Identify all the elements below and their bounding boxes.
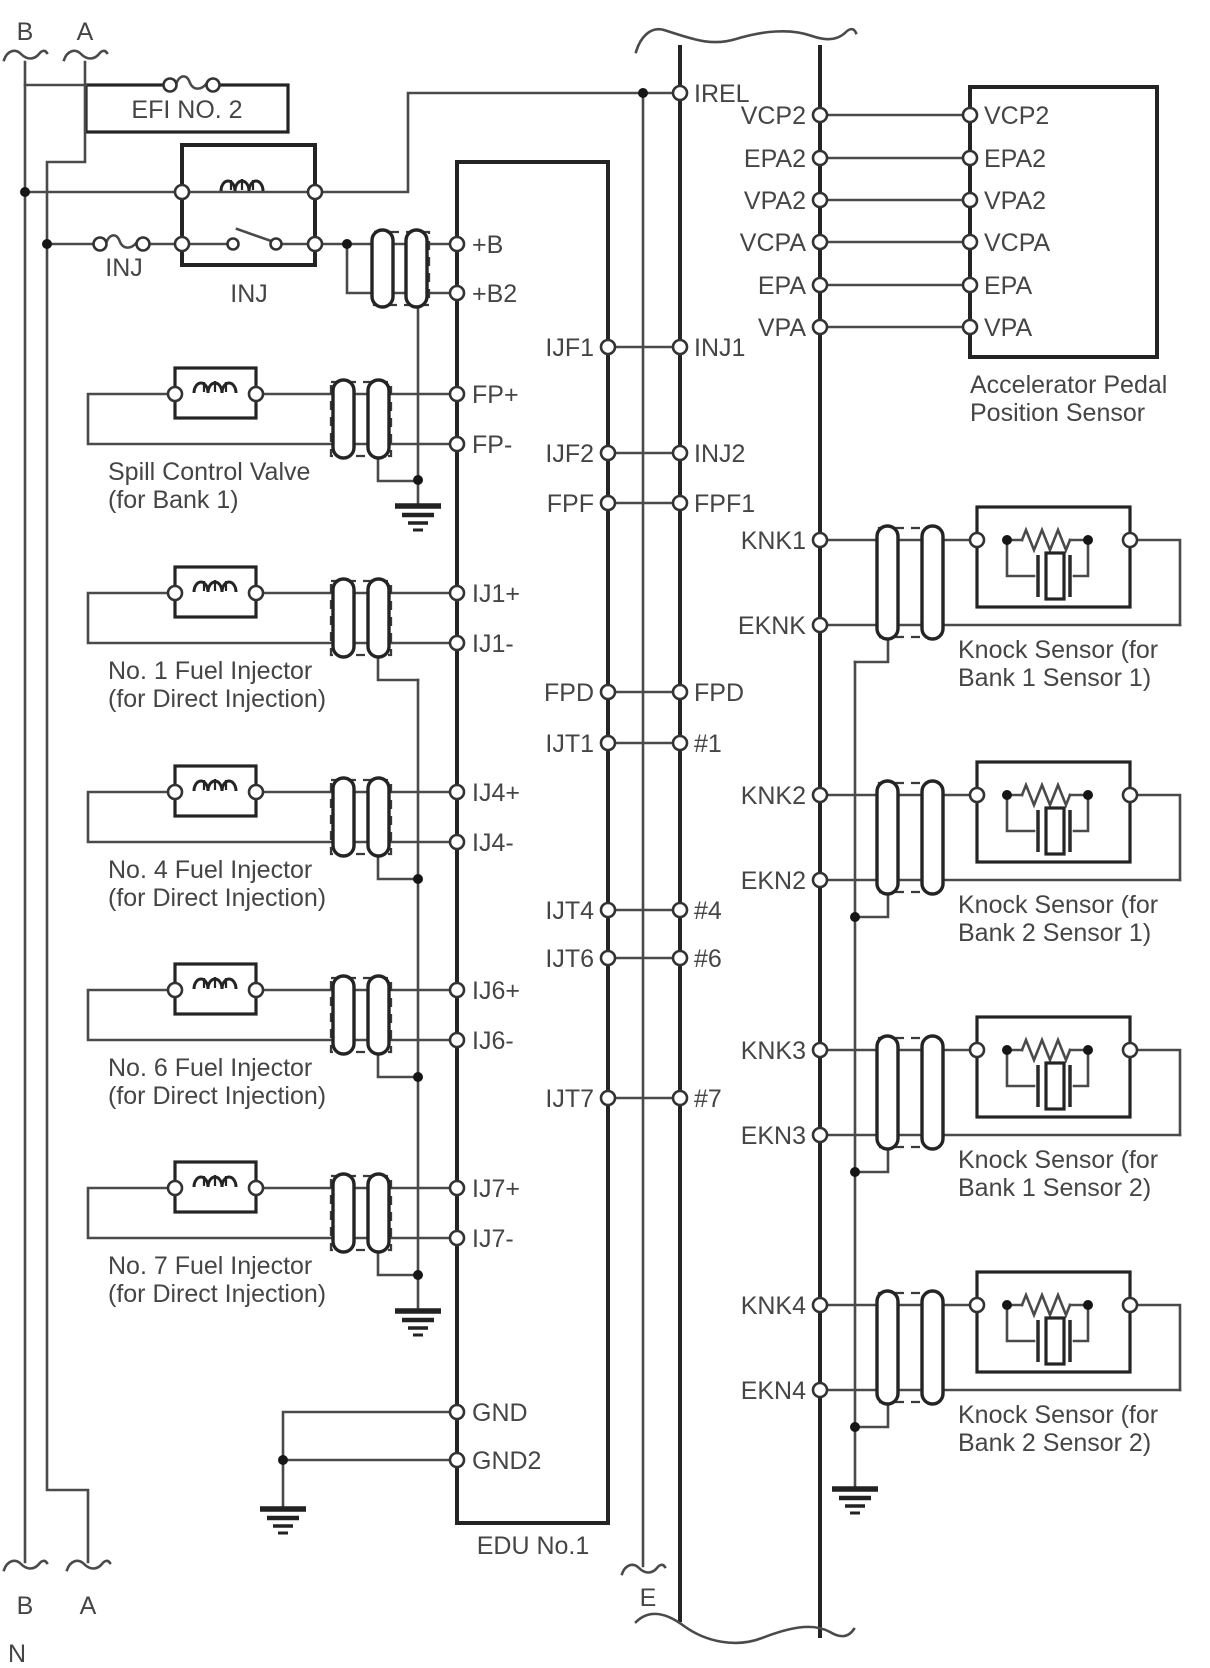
- ecm-pin-label: VCP2: [740, 102, 806, 130]
- ecm-pin-label: EPA2: [743, 145, 806, 173]
- ground-upper: [395, 506, 441, 530]
- edu-pin-label: IJT1: [545, 730, 594, 758]
- ecm-pin-label: VPA: [757, 314, 806, 342]
- app-pin-label: VPA: [984, 314, 1033, 342]
- knock-caption: Knock Sensor (for: [958, 1146, 1159, 1174]
- efi-fuse-label: EFI NO. 2: [131, 96, 243, 124]
- ecm-pin-label: KNK2: [740, 782, 806, 810]
- load-caption: (for Direct Injection): [108, 884, 327, 912]
- edu-pin-label: IJ1-: [472, 630, 514, 658]
- ecm-pin-label: INJ2: [694, 440, 746, 468]
- load-caption: (for Direct Injection): [108, 685, 327, 713]
- edu-pin-label: IJ4+: [472, 779, 520, 807]
- edu-pin-label: IJ6+: [472, 977, 520, 1005]
- ecm-pin-label: KNK4: [740, 1292, 806, 1320]
- rail-label-b-top: B: [16, 18, 34, 46]
- edu-name-label: EDU No.1: [476, 1532, 590, 1560]
- ground-injector-shields: [395, 1311, 441, 1335]
- rail-a: [47, 62, 88, 1562]
- load-caption: Spill Control Valve: [108, 458, 311, 486]
- ecm-pin-label: #1: [694, 730, 722, 758]
- note-n: N: [8, 1640, 27, 1668]
- rail-label-a-top: A: [76, 18, 94, 46]
- rail-label-b-bottom: B: [16, 1592, 34, 1620]
- power-shield: [372, 230, 429, 307]
- ecm-pin-label: FPF1: [694, 490, 756, 518]
- rail-label-a-bottom: A: [79, 1592, 97, 1620]
- ecm-pin-label: KNK1: [740, 527, 806, 555]
- load-caption: (for Bank 1): [108, 486, 239, 514]
- app-pin-label: VCP2: [984, 102, 1050, 130]
- knock-caption: Bank 1 Sensor 2): [958, 1174, 1152, 1202]
- load-caption: (for Direct Injection): [108, 1280, 327, 1308]
- ecm-pin-label: #4: [694, 897, 722, 925]
- inj-relay-label: INJ: [230, 280, 268, 308]
- edu-pin-label: FP-: [472, 431, 513, 459]
- knock-caption: Bank 1 Sensor 1): [958, 664, 1152, 692]
- app-pin-label: EPA: [984, 272, 1033, 300]
- edu-pin-label: IJ1+: [472, 580, 520, 608]
- ecm-pin-label: EKN3: [740, 1122, 806, 1150]
- ecm-pin-label: #6: [694, 945, 722, 973]
- ecm-pin-label: KNK3: [740, 1037, 806, 1065]
- inj-fuse-label: INJ: [105, 254, 143, 282]
- knock-caption: Bank 2 Sensor 1): [958, 919, 1152, 947]
- edu-pin-label: IJT4: [545, 897, 594, 925]
- edu-pin-label: IJT7: [545, 1085, 594, 1113]
- load-caption: No. 7 Fuel Injector: [108, 1252, 313, 1280]
- ecm-pin-label: EKN2: [740, 867, 806, 895]
- edu-pin-label: GND2: [472, 1447, 542, 1475]
- load-caption: (for Direct Injection): [108, 1082, 327, 1110]
- load-caption: No. 4 Fuel Injector: [108, 856, 313, 884]
- edu-pin-label: FPF: [546, 490, 594, 518]
- edu-pin-label: IJT6: [545, 945, 594, 973]
- rail-label-e: E: [639, 1584, 657, 1612]
- ground-gnd2: [260, 1509, 306, 1533]
- inj-relay-box: [182, 145, 315, 265]
- edu-pin-label: GND: [472, 1399, 528, 1427]
- edu-pin-label: FPD: [544, 679, 594, 707]
- app-caption: Position Sensor: [970, 399, 1146, 427]
- ecm-pin-label: EPA: [757, 272, 806, 300]
- ground-knock-shields: [832, 1489, 878, 1513]
- ecm-pin-label: IREL: [694, 80, 750, 108]
- edu-pin-label: IJF2: [545, 440, 594, 468]
- knock-caption: Bank 2 Sensor 2): [958, 1429, 1152, 1457]
- inj-fuse-icon: [94, 235, 150, 250]
- app-pin-label: VCPA: [984, 229, 1051, 257]
- tear-a-top: [64, 51, 107, 60]
- tear-b-top: [4, 51, 47, 60]
- edu-pin-label: FP+: [472, 381, 519, 409]
- ecm-pin-label: INJ1: [694, 334, 746, 362]
- app-pin-label: EPA2: [984, 145, 1047, 173]
- edu-pin-label: IJ4-: [472, 829, 514, 857]
- edu-pin-label: IJ7-: [472, 1225, 514, 1253]
- edu-pin-label: +B2: [472, 280, 518, 308]
- app-pin-label: VPA2: [984, 187, 1047, 215]
- knock-caption: Knock Sensor (for: [958, 1401, 1159, 1429]
- edu-pin-label: IJF1: [545, 334, 594, 362]
- ecm-top-tear: [636, 29, 856, 52]
- load-caption: No. 6 Fuel Injector: [108, 1054, 313, 1082]
- ecm-pin-label: EKN4: [740, 1377, 806, 1405]
- edu-pin-label: IJ6-: [472, 1027, 514, 1055]
- ecm-pin-label: FPD: [694, 679, 744, 707]
- ecm-pin-label: EKNK: [737, 612, 806, 640]
- knock-caption: Knock Sensor (for: [958, 636, 1159, 664]
- edu-pin-label: IJ7+: [472, 1175, 520, 1203]
- ecm-pin-label: VCPA: [739, 229, 806, 257]
- app-caption: Accelerator Pedal: [970, 371, 1168, 399]
- ecm-pin-label: #7: [694, 1085, 722, 1113]
- edu-pin-label: +B: [472, 231, 504, 259]
- load-caption: No. 1 Fuel Injector: [108, 657, 313, 685]
- knock-caption: Knock Sensor (for: [958, 891, 1159, 919]
- ecm-pin-label: VPA2: [743, 187, 806, 215]
